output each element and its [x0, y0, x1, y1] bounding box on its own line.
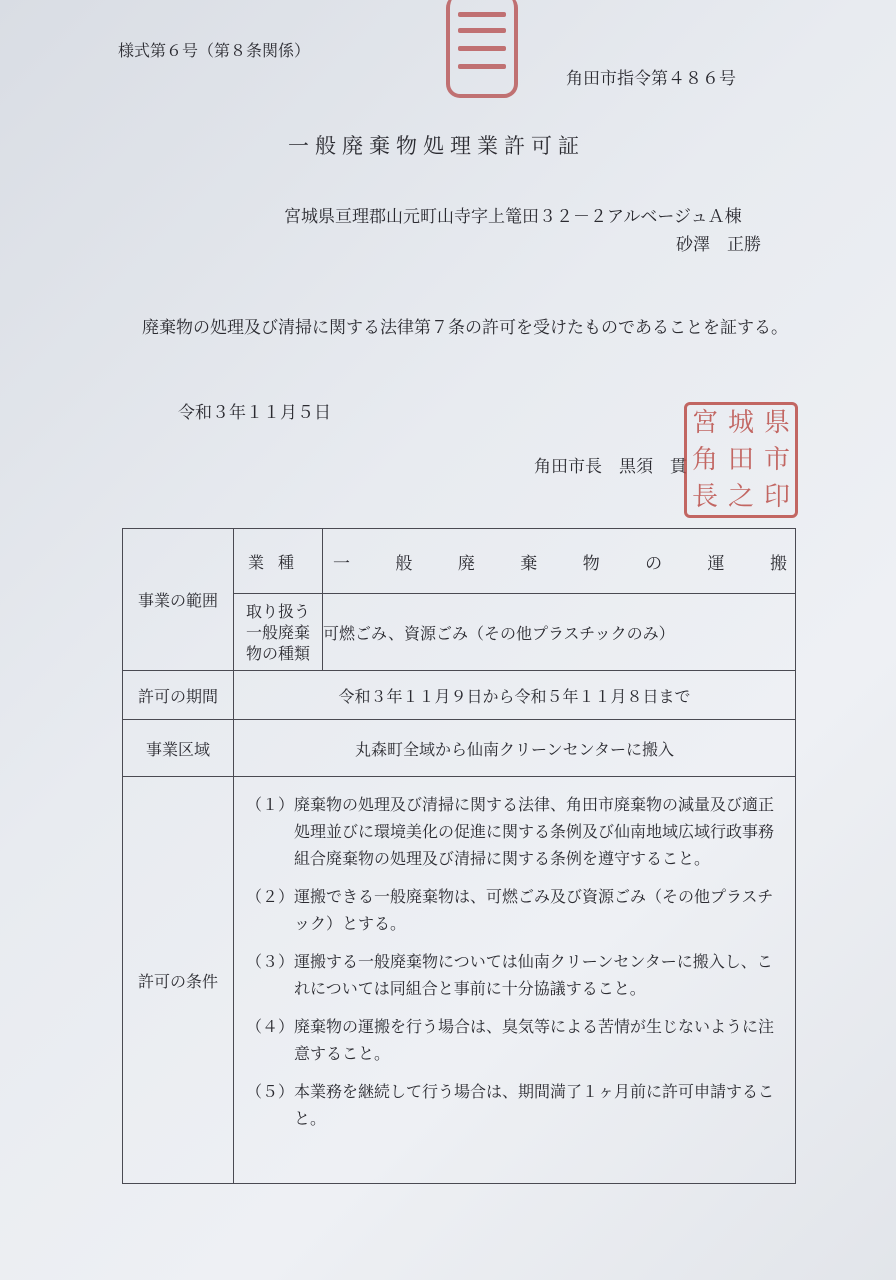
waste-kind-value: 可燃ごみ、資源ごみ（その他プラスチックのみ） — [323, 594, 796, 671]
form-number: 様式第６号（第８条関係） — [118, 41, 311, 60]
conditions-label: 許可の条件 — [123, 777, 234, 1184]
business-type-char: 廃 — [457, 553, 475, 574]
business-type-char: 般 — [395, 553, 413, 574]
order-number: 角田市指令第４８６号 — [566, 69, 736, 89]
waste-kind-label-line: 物の種類 — [245, 643, 310, 663]
condition-text: 本業務を継続して行う場合は、期間満了１ヶ月前に許可申請すること。 — [294, 1082, 775, 1128]
conditions-cell — [234, 777, 796, 1184]
seal-char: 長 — [692, 481, 719, 512]
seal-char: 宮 — [692, 408, 719, 439]
condition-item — [246, 1013, 787, 1067]
condition-number: （４） — [246, 1017, 295, 1036]
business-type-label: 業種 — [234, 529, 323, 594]
condition-item — [246, 791, 787, 872]
conditions-list — [234, 777, 795, 1153]
issue-date: 令和３年１１月５日 — [178, 403, 331, 423]
seal-char: 田 — [728, 444, 755, 475]
signer-name: 角田市長 黒須 貫 — [534, 457, 687, 477]
period-label: 許可の期間 — [123, 671, 234, 720]
condition-number: （２） — [246, 887, 295, 906]
seal-char: 県 — [764, 408, 791, 439]
area-label: 事業区域 — [123, 720, 234, 777]
top-seal-stamp — [446, 0, 518, 98]
condition-text: 運搬できる一般廃棄物は、可燃ごみ及び資源ごみ（その他プラスチック）とする。 — [294, 887, 774, 933]
scope-label: 事業の範囲 — [123, 529, 234, 671]
mayor-seal-stamp — [684, 402, 798, 518]
recipient-name: 砂澤 正勝 — [676, 235, 761, 255]
condition-item — [246, 883, 787, 937]
seal-char: 市 — [764, 444, 791, 475]
condition-item — [246, 1078, 787, 1132]
condition-number: （１） — [246, 795, 295, 814]
area-value: 丸森町全域から仙南クリーンセンターに搬入 — [234, 720, 796, 777]
business-type-char: 物 — [582, 553, 600, 574]
business-type-char: 運 — [707, 553, 725, 574]
period-value: 令和３年１１月９日から令和５年１１月８日まで — [234, 671, 796, 720]
condition-item — [246, 948, 787, 1002]
recipient-address: 宮城県亘理郡山元町山寺字上篭田３２－２アルベージュＡ棟 — [284, 207, 742, 227]
certification-text: 廃棄物の処理及び清掃に関する法律第７条の許可を受けたものであることを証する。 — [142, 318, 788, 338]
seal-char: 角 — [692, 444, 719, 475]
condition-text: 廃棄物の運搬を行う場合は、臭気等による苦情が生じないように注意すること。 — [294, 1017, 775, 1063]
business-type-value — [323, 529, 796, 594]
waste-kind-label-line: 一般廃棄 — [245, 622, 310, 642]
waste-kind-label-line: 取り扱う — [245, 601, 310, 621]
business-type-char: 棄 — [520, 553, 538, 574]
condition-number: （３） — [246, 952, 295, 971]
seal-char: 印 — [764, 481, 791, 512]
condition-number: （５） — [246, 1082, 295, 1101]
business-type-char: 搬 — [769, 553, 787, 574]
business-type-char: 一 — [333, 553, 350, 574]
permit-details-table — [122, 528, 796, 1184]
business-type-char: の — [645, 553, 663, 574]
document-title: 一般廃棄物処理業許可証 — [288, 134, 585, 158]
seal-char: 城 — [728, 408, 755, 439]
condition-text: 廃棄物の処理及び清掃に関する法律、角田市廃棄物の減量及び適正処理並びに環境美化の促進に関する条例及び仙南地域広域行政事務組合廃棄物の処理及び清掃に関する条例を遵守すること。 — [294, 795, 775, 868]
seal-char: 之 — [728, 481, 755, 512]
condition-text: 運搬する一般廃棄物については仙南クリーンセンターに搬入し、これについては同組合と事前に十分協議すること。 — [294, 952, 773, 998]
waste-kind-label — [234, 594, 323, 671]
